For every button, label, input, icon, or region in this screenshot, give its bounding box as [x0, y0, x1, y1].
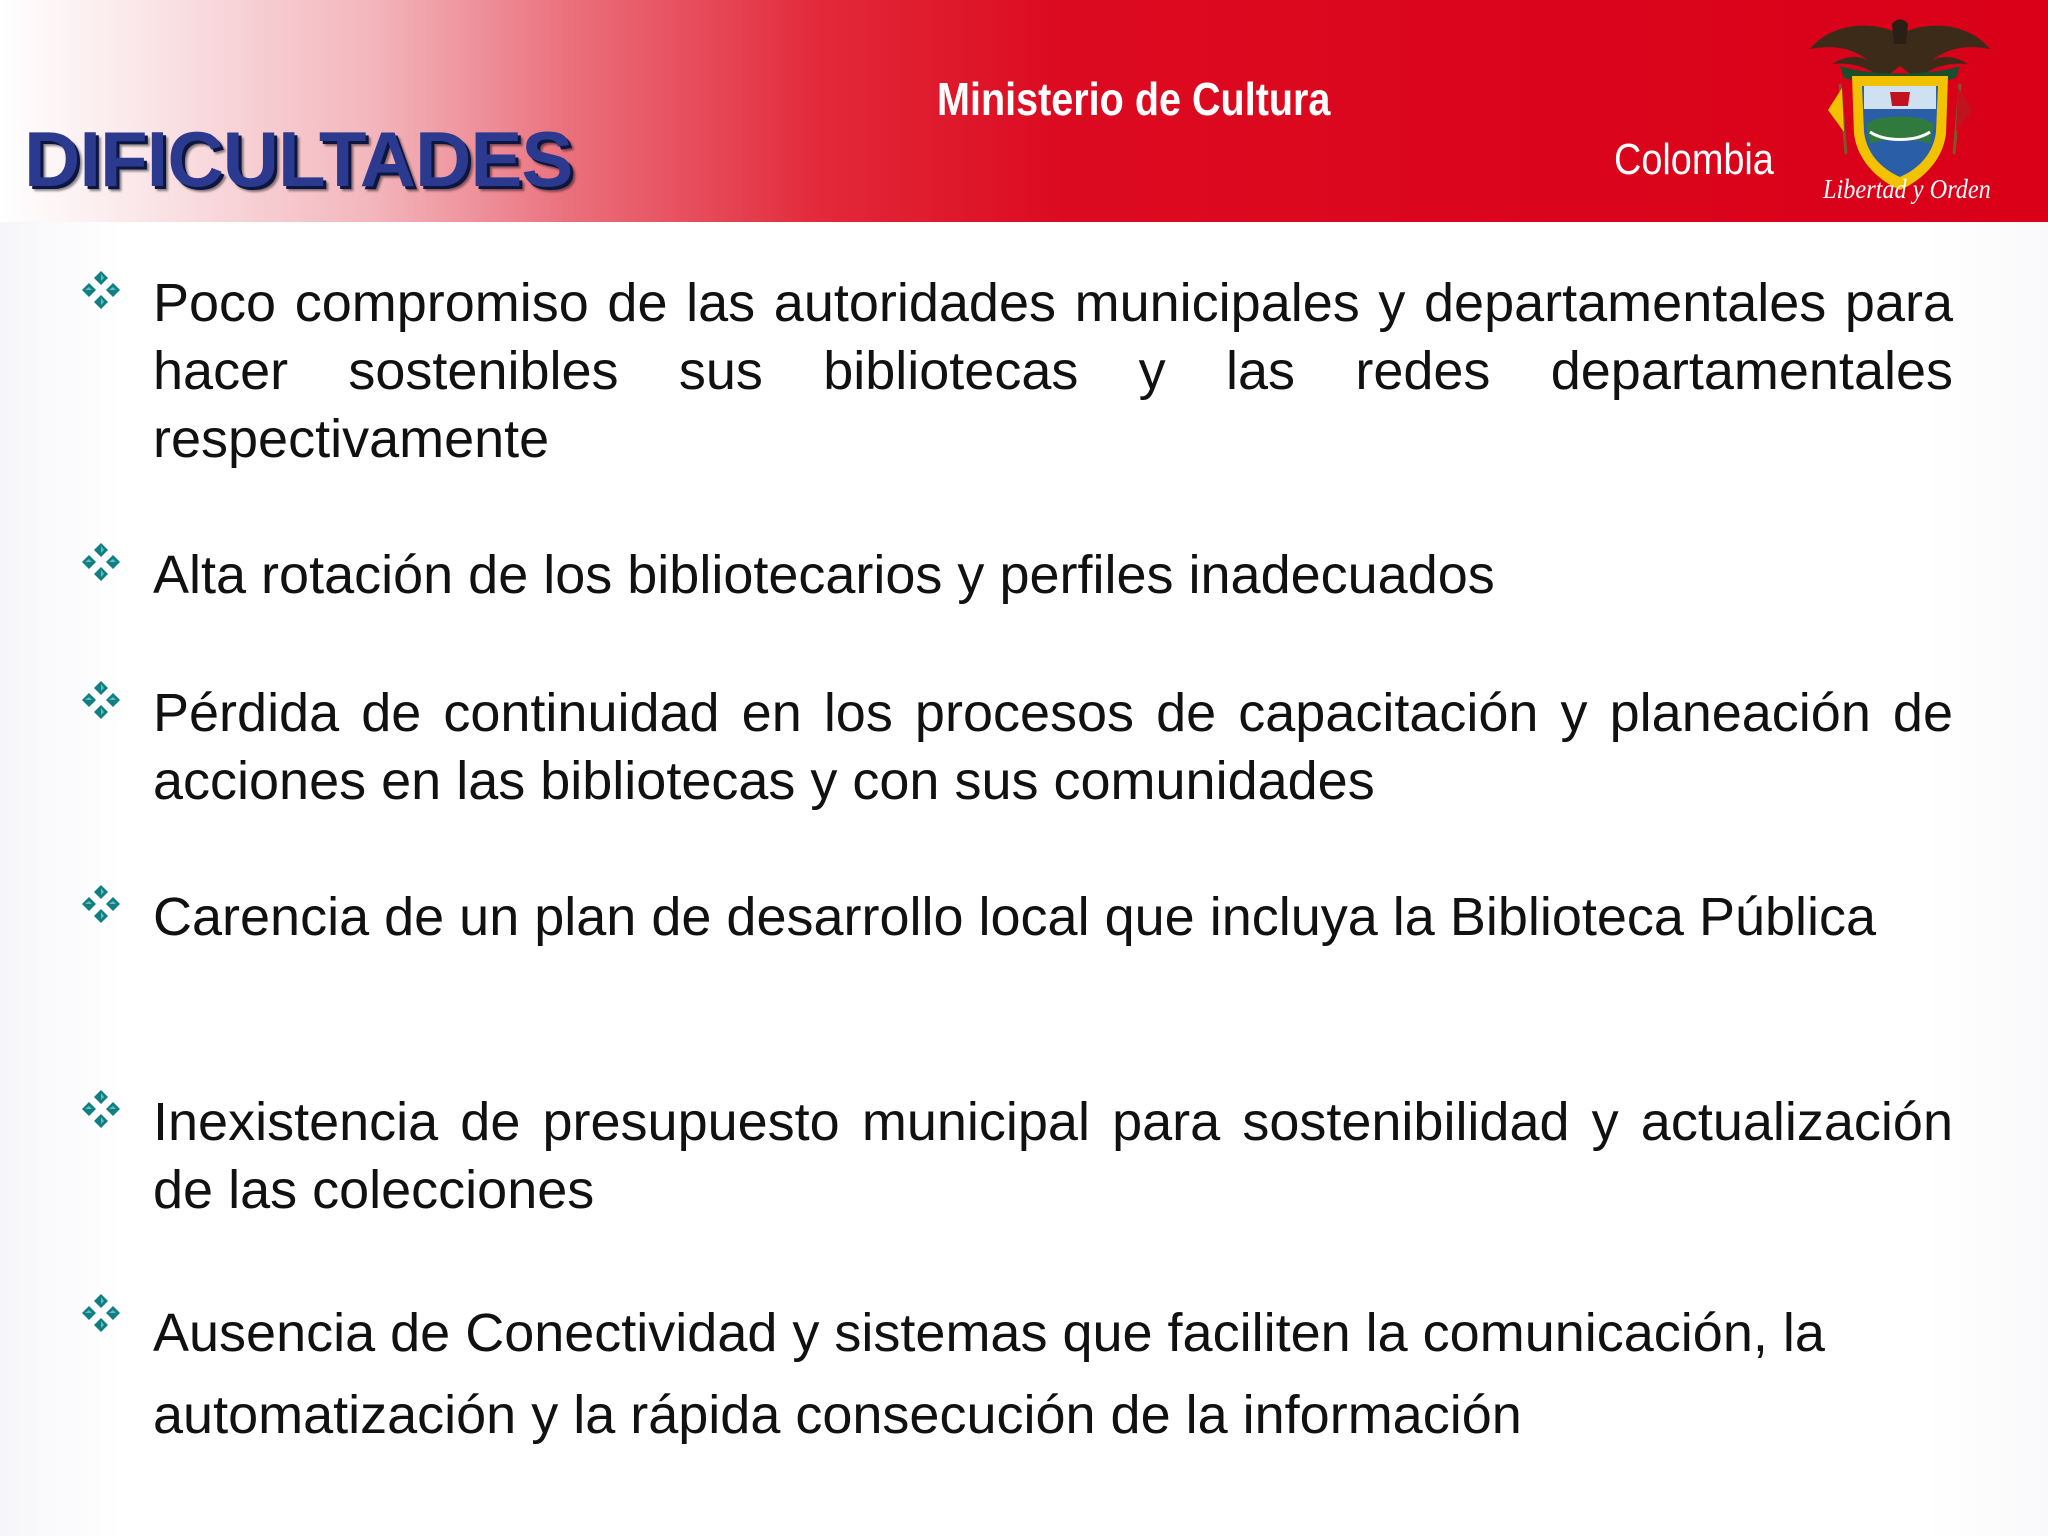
list-item [80, 1292, 1953, 1456]
list-item [80, 679, 1953, 815]
list-item [80, 269, 1953, 473]
page-title: DIFICULTADES [24, 115, 573, 203]
bullet-text: Pérdida de continuidad en los procesos de capacitación y planeación de acciones en las bibliotecas y con sus comunidades [153, 683, 1953, 811]
four-diamond-bullet-icon [80, 269, 122, 311]
country-label: Colombia [1614, 135, 1774, 184]
list-item [80, 541, 1953, 609]
four-diamond-bullet-icon [80, 679, 122, 721]
motto-label: Libertad y Orden [1823, 174, 1991, 204]
bullet-text: Alta rotación de los bibliotecarios y perfiles inadecuados [153, 545, 1495, 605]
four-diamond-bullet-icon [80, 883, 122, 925]
list-item [80, 1088, 1953, 1224]
list-item [80, 883, 1953, 951]
bullet-text: Poco compromiso de las autoridades municipales y departamentales para hacer sostenibles sus bibliotecas y las redes departamentales respectivamente [153, 273, 1953, 469]
bullet-text: Ausencia de Conectividad y sistemas que faciliten la comunicación, la automatización y la rápida consecución de la información [153, 1303, 1825, 1445]
bullet-text: Carencia de un plan de desarrollo local que incluya la Biblioteca Pública [153, 887, 1877, 947]
ministry-label: Ministerio de Cultura [937, 73, 1331, 125]
four-diamond-bullet-icon [80, 1292, 122, 1334]
bullet-text: Inexistencia de presupuesto municipal para sostenibilidad y actualización de las colecciones [153, 1092, 1953, 1220]
four-diamond-bullet-icon [80, 541, 122, 583]
four-diamond-bullet-icon [80, 1088, 122, 1130]
